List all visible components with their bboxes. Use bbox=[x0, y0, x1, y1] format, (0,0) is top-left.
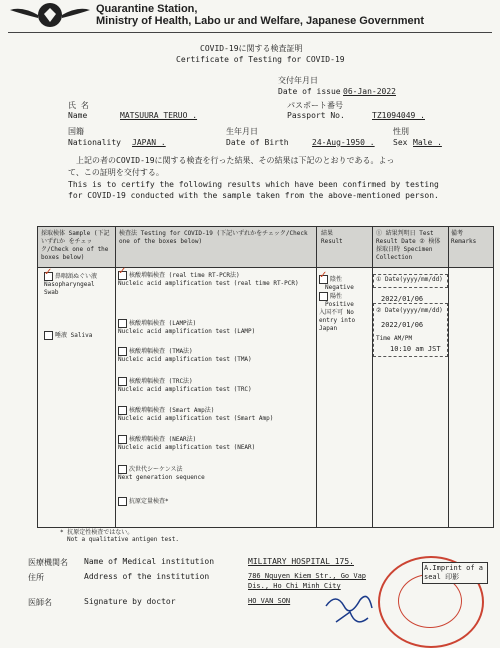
name-value: MATSUURA TERUO . bbox=[120, 111, 198, 120]
header-date: ① 結果判明日 Test Result Date ② 検体採取日時 Specimen Collection bbox=[376, 230, 441, 261]
nasal-label-jp: 鼻咽頭ぬぐい液 bbox=[55, 273, 98, 280]
trc-label-jp: 核酸増幅検査 (TRC法) bbox=[129, 378, 193, 385]
passport-label-en: Passport No. bbox=[287, 111, 345, 120]
org-name-line2: Ministry of Health, Labo ur and Welfare, Japanese Government bbox=[96, 15, 425, 27]
sample-saliva[interactable] bbox=[44, 331, 114, 340]
sex-value: Male . bbox=[413, 138, 442, 147]
nasal-label-en1: Nasopharyngeal bbox=[44, 281, 95, 288]
institution-name-label-en: Name of Medical institution bbox=[84, 557, 215, 566]
name-label-jp: 氏 名 bbox=[68, 101, 89, 110]
negative-label-jp: 陰性 bbox=[330, 276, 343, 283]
dob-label-jp: 生年月日 bbox=[226, 127, 258, 136]
title-en: Certificate of Testing for COVID-19 bbox=[176, 55, 345, 64]
ngs-checkbox[interactable] bbox=[118, 465, 127, 474]
test-trc[interactable] bbox=[118, 377, 313, 394]
smartamp-label-en: Nucleic acid amplification test (Smart Amp) bbox=[118, 415, 274, 422]
collection-time-value: 10:10 am JST bbox=[390, 345, 441, 353]
near-label-jp: 核酸増幅検査 (NEAR法) bbox=[129, 436, 197, 443]
issue-label-en: Date of issue bbox=[278, 87, 341, 96]
saliva-label-jp: 唾液 bbox=[55, 332, 68, 339]
footnote-jp: * 抗原定性検査ではない。 bbox=[60, 529, 134, 536]
table-divider bbox=[372, 227, 373, 527]
passport-label-jp: パスポート番号 bbox=[287, 101, 343, 110]
lamp-checkbox[interactable] bbox=[118, 319, 127, 328]
test-smartamp[interactable] bbox=[118, 406, 313, 423]
smartamp-checkbox[interactable] bbox=[118, 406, 127, 415]
institution-name-label-jp: 医療機関名 bbox=[28, 558, 68, 567]
institution-name-value: MILITARY HOSPITAL 175. bbox=[248, 557, 354, 566]
collection-date-value: 2022/01/06 bbox=[381, 321, 424, 329]
issue-label-jp: 交付年月日 bbox=[278, 76, 318, 85]
dob-label-en: Date of Birth bbox=[226, 138, 289, 147]
sample-nasal[interactable] bbox=[44, 272, 114, 297]
header-result: 結果 Result bbox=[321, 230, 343, 245]
test-tma[interactable] bbox=[118, 347, 313, 364]
header-rule bbox=[8, 32, 492, 33]
result-date-value: 2022/01/06 bbox=[381, 295, 424, 303]
tma-label-en: Nucleic acid amplification test (TMA) bbox=[118, 356, 252, 363]
table-divider bbox=[316, 227, 317, 527]
trc-checkbox[interactable] bbox=[118, 377, 127, 386]
tma-label-jp: 核酸増幅検査 (TMA法) bbox=[129, 348, 193, 355]
statement-en-line2: for COVID-19 conducted with the sample taken from the above-mentioned person. bbox=[68, 191, 439, 200]
footnote-en: Not a qualitative antigen test. bbox=[67, 536, 179, 543]
test-near[interactable] bbox=[118, 435, 313, 452]
doctor-name-value: HO VAN SON bbox=[248, 597, 291, 605]
title-jp: COVID-19に関する検査証明 bbox=[200, 44, 303, 53]
saliva-label-en: Saliva bbox=[70, 332, 93, 339]
nasal-label-en2: Swab bbox=[44, 289, 59, 296]
result-options[interactable] bbox=[319, 275, 371, 333]
doctor-label-jp: 医師名 bbox=[28, 598, 52, 607]
lamp-label-en: Nucleic acid amplification test (LAMP) bbox=[118, 328, 256, 335]
nasal-checkbox[interactable] bbox=[44, 272, 53, 281]
passport-value: TZ1094049 . bbox=[372, 111, 425, 120]
no-entry-note: 入国不可 No entry into Japan bbox=[319, 309, 356, 332]
nationality-value: JAPAN . bbox=[132, 138, 166, 147]
negative-label-en: Negative bbox=[325, 284, 354, 291]
issue-date-value: 06-Jan-2022 bbox=[343, 87, 396, 96]
header-remarks: 備考 Remarks bbox=[451, 230, 477, 245]
test-lamp[interactable] bbox=[118, 319, 313, 336]
nationality-label-en: Nationality bbox=[68, 138, 121, 147]
table-divider bbox=[448, 227, 449, 527]
results-table bbox=[37, 226, 494, 528]
rtpcr-checkbox[interactable] bbox=[118, 271, 127, 280]
test-ngs[interactable] bbox=[118, 465, 313, 482]
test-rtpcr[interactable] bbox=[118, 271, 313, 288]
doctor-signature bbox=[322, 588, 382, 638]
statement-jp-line2: て、この証明を交付する。 bbox=[68, 168, 164, 177]
table-divider bbox=[115, 227, 116, 527]
doctor-label-en: Signature by doctor bbox=[84, 597, 176, 606]
collection-date-label: ② Date(yyyy/mm/dd) bbox=[376, 307, 443, 314]
result-date-label: ① Date(yyyy/mm/dd) bbox=[376, 276, 443, 283]
positive-label-jp: 陽性 bbox=[330, 293, 343, 300]
ngs-label-jp: 次世代シーケンス法 bbox=[129, 466, 183, 473]
address-label-jp: 住所 bbox=[28, 573, 44, 582]
collection-time-label: Time AM/PM bbox=[376, 335, 413, 342]
sex-label-en: Sex bbox=[393, 138, 408, 147]
seal-label: A.Imprint of a seal 印影 bbox=[422, 562, 488, 584]
tma-checkbox[interactable] bbox=[118, 347, 127, 356]
ngs-label-en: Next generation sequence bbox=[118, 474, 205, 481]
negative-checkbox[interactable] bbox=[319, 275, 328, 284]
emblem-icon bbox=[8, 2, 92, 28]
antigen-label-jp: 抗原定量検査* bbox=[129, 498, 169, 505]
nationality-label-jp: 国籍 bbox=[68, 127, 84, 136]
antigen-checkbox[interactable] bbox=[118, 497, 127, 506]
address-value-line1: 786 Nguyen Kiem Str., Go Vap bbox=[248, 572, 367, 580]
org-name-line1: Quarantine Station, bbox=[96, 3, 198, 15]
rtpcr-label-en: Nucleic acid amplification test (real time RT-PCR) bbox=[118, 280, 299, 287]
sex-label-jp: 性別 bbox=[393, 127, 409, 136]
positive-label-en: Positive bbox=[325, 301, 354, 308]
dob-value: 24-Aug-1950 . bbox=[312, 138, 375, 147]
smartamp-label-jp: 核酸増幅検査 (Smart Amp法) bbox=[129, 407, 215, 414]
near-checkbox[interactable] bbox=[118, 435, 127, 444]
near-label-en: Nucleic acid amplification test (NEAR) bbox=[118, 444, 256, 451]
header-testing: 検査法 Testing for COVID-19 (下記いずれかをチェック/Check one of the boxes below) bbox=[119, 230, 308, 245]
header-sample: 採取検体 Sample (下記いずれか をチェック/Check one of the boxes below) bbox=[41, 230, 110, 261]
address-label-en: Address of the institution bbox=[84, 572, 210, 581]
trc-label-en: Nucleic acid amplification test (TRC) bbox=[118, 386, 252, 393]
name-label-en: Name bbox=[68, 111, 88, 120]
statement-en-line1: This is to certify the following results which have been confirmed by testing bbox=[68, 180, 439, 189]
test-antigen[interactable] bbox=[118, 497, 313, 506]
saliva-checkbox[interactable] bbox=[44, 331, 53, 340]
statement-jp-line1: 上記の者のCOVID-19に関する検査を行った結果、その結果は下記のとおりである。よっ bbox=[76, 156, 395, 165]
positive-checkbox[interactable] bbox=[319, 292, 328, 301]
address-value-line2: Dis., Ho Chi Minh City bbox=[248, 582, 341, 590]
lamp-label-jp: 核酸増幅検査 (LAMP法) bbox=[129, 320, 197, 327]
rtpcr-label-jp: 核酸増幅検査 (real time RT-PCR法) bbox=[129, 272, 240, 279]
